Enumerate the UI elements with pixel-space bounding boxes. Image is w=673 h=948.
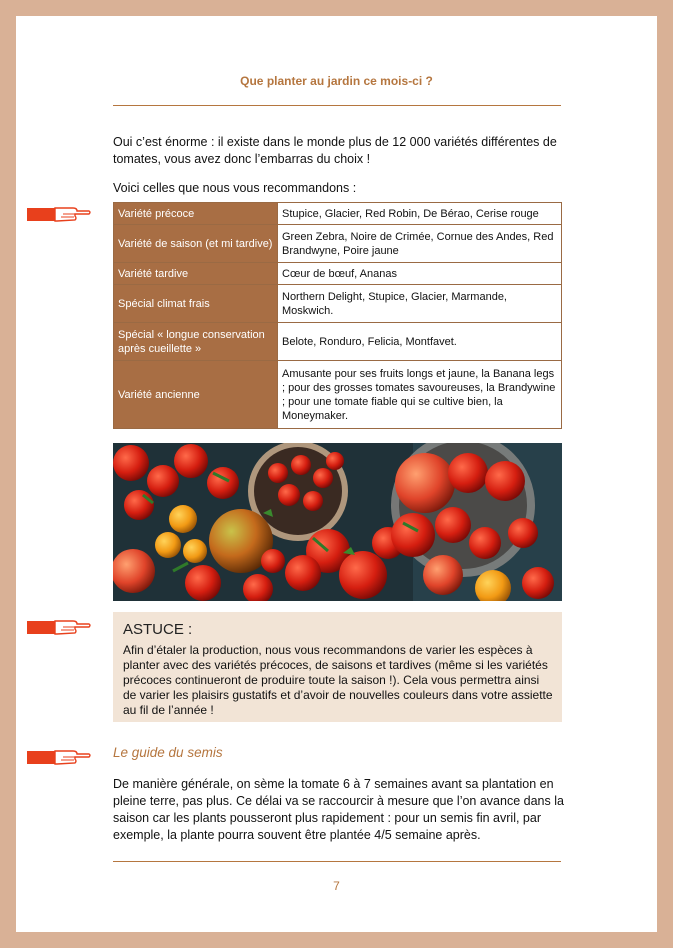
variety-label: Variété ancienne (114, 361, 278, 429)
variety-value: Belote, Ronduro, Felicia, Montfavet. (278, 323, 562, 361)
varieties-table (113, 202, 562, 429)
table-row (114, 225, 562, 263)
table-row (114, 263, 562, 285)
table-row (114, 361, 562, 429)
intro-paragraph: Oui c’est énorme : il existe dans le monde plus de 12 000 variétés différentes de tomates, vous avez donc l’embarras du choix ! (113, 135, 557, 166)
tip-title: ASTUCE : (123, 621, 193, 638)
page (16, 16, 657, 932)
intro-lead: Voici celles que nous vous recommandons : (113, 181, 357, 195)
tip-box (113, 612, 562, 722)
table-row (114, 285, 562, 323)
variety-value: Amusante pour ses fruits longs et jaune, la Banana legs ; pour des grosses tomates savoureuses, la Brandywine ; pour une tomate fiable qui se cultive bien, la Moneymaker. (278, 361, 562, 429)
section-heading: Le guide du semis (113, 745, 223, 760)
variety-label: Variété tardive (114, 263, 278, 285)
variety-value: Northern Delight, Stupice, Glacier, Marmande, Moskwich. (278, 285, 562, 323)
header-divider (113, 105, 561, 106)
pointing-hand-icon (27, 747, 91, 767)
pointing-hand-icon (27, 204, 91, 224)
page-header-title: Que planter au jardin ce mois-ci ? (240, 74, 433, 88)
variety-value: Cœur de bœuf, Ananas (278, 263, 562, 285)
table-row (114, 323, 562, 361)
table-row (114, 203, 562, 225)
tip-body: Afin d’étaler la production, nous vous recommandons de varier les espèces à planter avec des variétés précoces, de saisons et tardives (même si les variétés précoces continueront de produire toute la saison !). Cela vous permettra ainsi de varier les plaisirs gustatifs et d’avoir de nouvelles couleurs dans votre assiette au fil de l’année ! (123, 643, 553, 717)
pointing-hand-icon (27, 617, 91, 637)
variety-label: Spécial « longue conservation après cueillette » (114, 323, 278, 361)
tomatoes-photo (113, 443, 562, 601)
variety-value: Stupice, Glacier, Red Robin, De Bérao, Cerise rouge (278, 203, 562, 225)
variety-label: Variété de saison (et mi tardive) (114, 225, 278, 263)
footer-divider (113, 861, 561, 862)
guide-paragraph: De manière générale, on sème la tomate 6 à 7 semaines avant sa plantation en pleine terre, pas plus. Ce délai va se raccourcir à mesure que l’on avance dans la saison car les plants pousseront plus rapidement : pour un semis fin avril, par exemple, la plante pourra souvent être plantée 4/5 semaine après. (113, 777, 564, 842)
variety-label: Variété précoce (114, 203, 278, 225)
variety-value: Green Zebra, Noire de Crimée, Cornue des Andes, Red Brandwyne, Poire jaune (278, 225, 562, 263)
page-number: 7 (333, 879, 340, 893)
variety-label: Spécial climat frais (114, 285, 278, 323)
